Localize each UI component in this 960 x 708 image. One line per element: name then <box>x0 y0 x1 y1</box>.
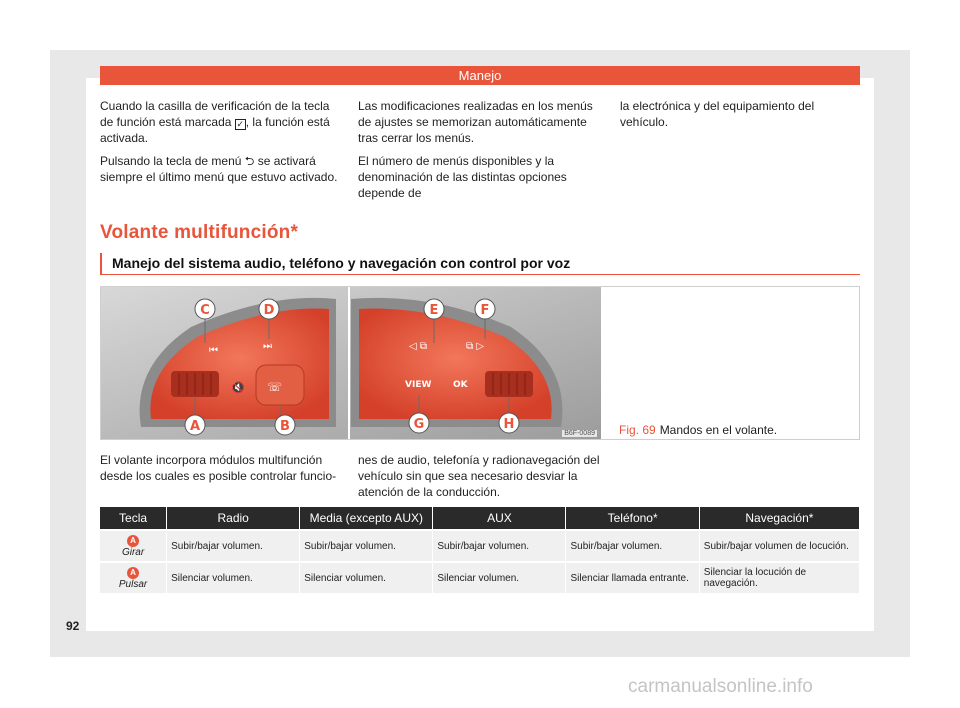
figure-caption <box>619 423 777 437</box>
table-cell: Subir/bajar volumen. <box>433 530 566 562</box>
callout-e: E <box>429 303 439 318</box>
callout-b: B <box>280 419 290 434</box>
ok-button-label: OK <box>453 380 468 390</box>
table-cell: Subir/bajar volumen. <box>167 530 300 562</box>
chapter-header: Manejo <box>100 66 860 85</box>
page-number: 92 <box>66 619 80 633</box>
paragraph-text: El número de menús disponibles y la denominación de las distintas opciones depende de <box>358 154 567 200</box>
voice-icon: ☏ <box>267 380 283 394</box>
column-header: Teléfono* <box>566 507 699 530</box>
paragraph-text: Cuando la casilla de verificación de la tecla de función está marcada <box>100 99 330 129</box>
table-cell: Silenciar llamada entrante. <box>566 562 699 593</box>
key-action: Girar <box>121 546 145 558</box>
table-cell: Subir/bajar volumen. <box>300 530 433 562</box>
callout-f: F <box>480 303 490 318</box>
section-subtitle: Manejo del sistema audio, teléfono y navegación con control por voz <box>100 253 860 275</box>
column-header: Navegación* <box>699 507 859 530</box>
table-cell: Subir/bajar volumen de locución. <box>699 530 859 562</box>
callout-d: D <box>263 303 275 318</box>
return-arrow-icon: ⮌ <box>244 154 255 168</box>
menu-right-icon: ⧉ ▷ <box>466 341 485 352</box>
paragraph-text: Pulsando la tecla de menú <box>100 154 242 168</box>
text-column-1: Cuando la casilla de verificación de la tecla de función está marcada ✓ , la función está activada. Pulsando la tecla de menú ⮌ se activará siempre el último menú que estuvo activado. <box>100 99 338 184</box>
text-column-3 <box>620 98 860 137</box>
callout-g: G <box>413 417 425 432</box>
prev-icon: ⏮ <box>209 345 218 356</box>
key-cell <box>100 530 167 562</box>
intro-column-2 <box>358 452 602 507</box>
checkbox-icon: ✓ <box>236 119 245 129</box>
figure-steering-controls <box>100 286 860 440</box>
table-cell: Silenciar volumen. <box>433 562 566 593</box>
text-column-2 <box>358 98 602 208</box>
column-header: Media (excepto AUX) <box>300 507 433 530</box>
paragraph-text: Las modificaciones realizadas en los menús de ajustes se memorizan automáticamente tras cerrar los menús. <box>358 99 593 145</box>
figure-number: Fig. 69 <box>619 423 656 437</box>
callout-c: C <box>200 303 210 318</box>
next-icon: ⏭ <box>263 341 272 352</box>
figure-code: B6F-0089 <box>564 430 595 437</box>
column-header: AUX <box>433 507 566 530</box>
callout-a: A <box>189 419 201 434</box>
paragraph-text: nes de audio, telefonía y radionavegación del vehículo sin que sea necesario desviar la atención de la conducción. <box>358 453 600 499</box>
table-row <box>100 562 860 593</box>
table-cell: Subir/bajar volumen. <box>566 530 699 562</box>
key-badge: A <box>127 567 139 579</box>
key-action: Pulsar <box>118 578 148 590</box>
controls-table <box>100 507 860 593</box>
callout-h: H <box>503 417 515 432</box>
section-title: Volante multifunción* <box>100 222 299 243</box>
paragraph-text: la electrónica y del equipamiento del vehículo. <box>620 99 815 129</box>
column-header: Radio <box>167 507 300 530</box>
table-cell: Silenciar la locución de navegación. <box>699 562 859 593</box>
column-header: Tecla <box>100 507 167 530</box>
watermark: carmanualsonline.info <box>628 676 813 697</box>
table-row <box>100 530 860 562</box>
paragraph-text: El volante incorpora módulos multifunción desde los cuales es posible controlar funcio- <box>100 453 337 483</box>
key-badge: A <box>127 535 139 547</box>
table-header-row <box>100 507 860 530</box>
mute-icon: 🔇 <box>231 381 245 394</box>
menu-left-icon: ◁ ⧉ <box>409 341 428 352</box>
caption-text: Mandos en el volante. <box>659 423 778 437</box>
intro-column-1 <box>100 452 340 491</box>
table-cell: Silenciar volumen. <box>300 562 433 593</box>
steering-wheel-illustration <box>101 287 601 439</box>
key-cell <box>100 562 167 593</box>
steering-controls-svg <box>101 287 601 439</box>
table-cell: Silenciar volumen. <box>167 562 300 593</box>
view-button-label: VIEW <box>405 380 432 390</box>
